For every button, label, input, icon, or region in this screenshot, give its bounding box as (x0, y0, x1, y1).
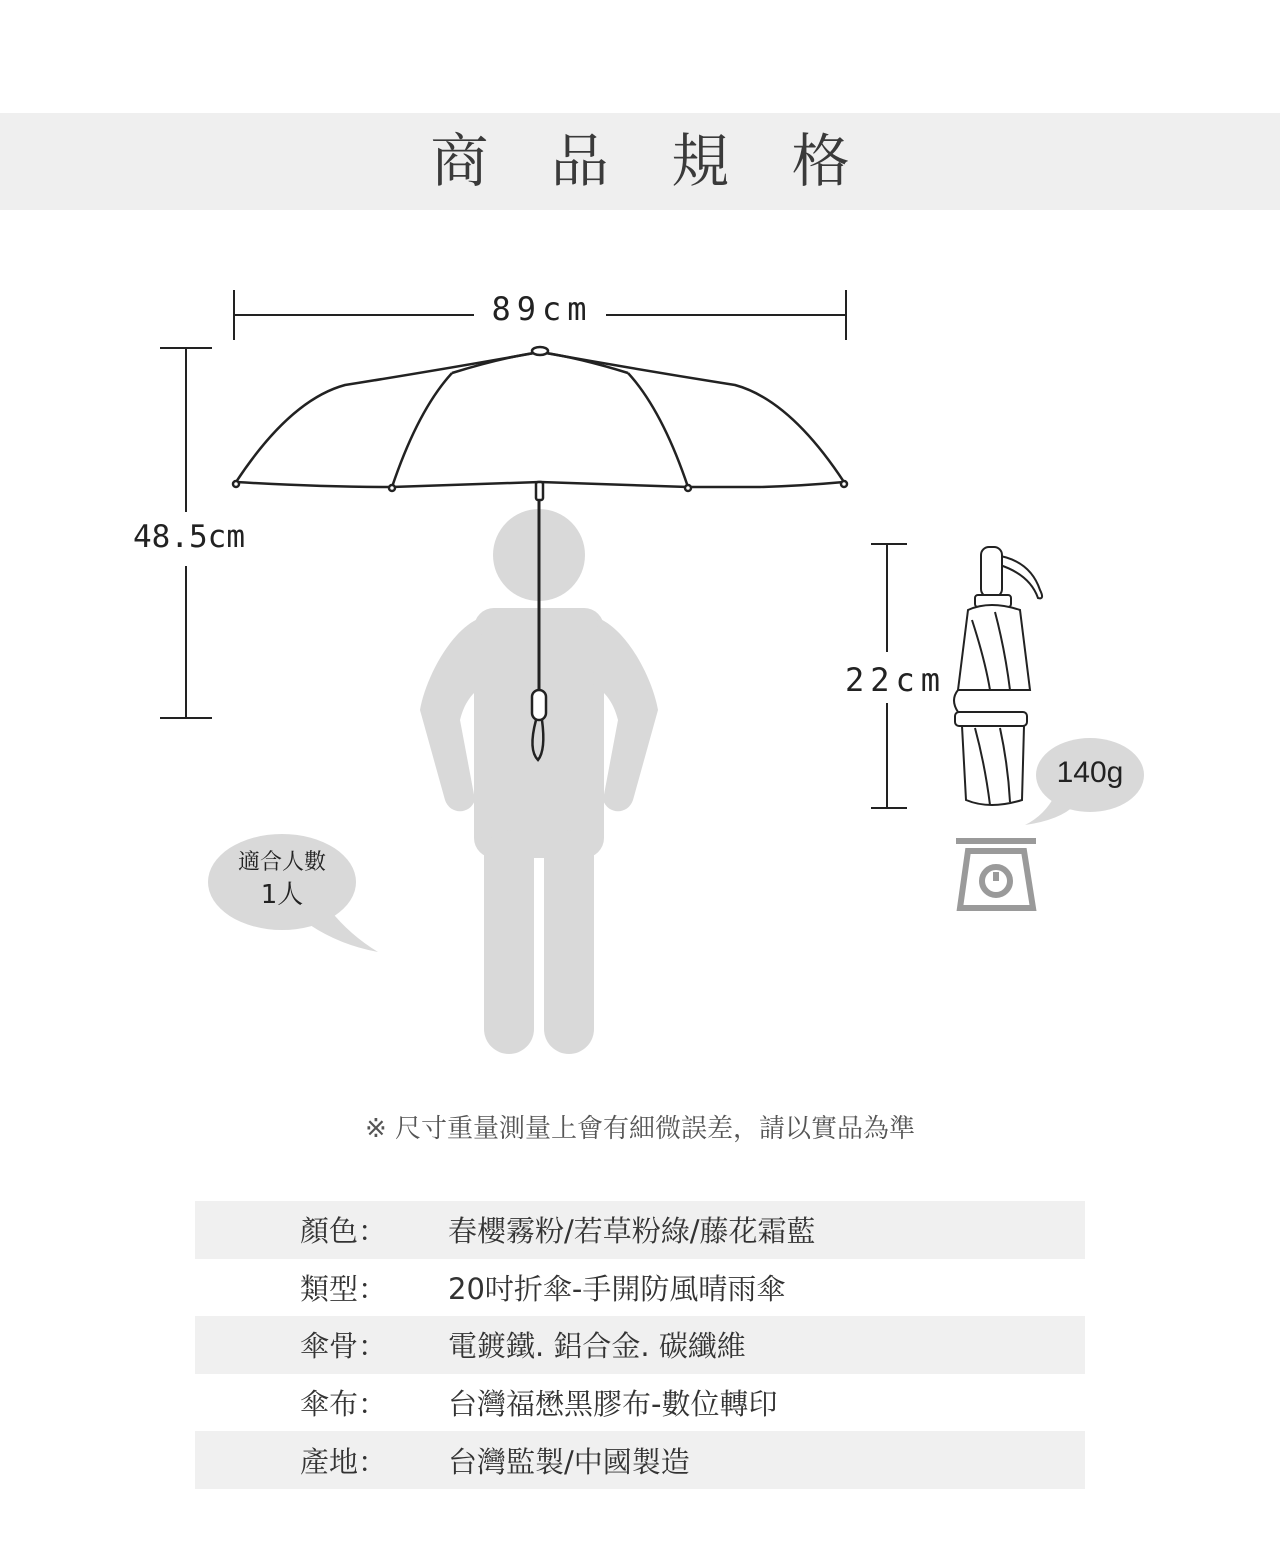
spec-row-frame (195, 1316, 1085, 1374)
open-height-label: 48.5cm (130, 515, 248, 559)
spec-label: 類型： (300, 1271, 388, 1306)
spec-row-color (195, 1201, 1085, 1259)
spec-table (195, 1201, 1085, 1489)
spec-label: 顏色： (300, 1214, 388, 1249)
spec-value: 台灣福懋黑膠布-數位轉印 (448, 1387, 778, 1422)
scale-icon (956, 841, 1036, 908)
umbrella-folded-icon (954, 547, 1042, 805)
page-title: 商 品 規 格 (430, 127, 872, 195)
umbrella-open-icon (233, 347, 847, 760)
capacity-label (218, 848, 346, 912)
spec-label: 傘骨： (300, 1329, 388, 1364)
measurement-note: ※ 尺寸重量測量上會有細微誤差，請以實品為準 (364, 1114, 916, 1144)
spec-row-type (195, 1259, 1085, 1317)
open-width-label: 89cm (491, 290, 593, 328)
spec-label: 傘布： (300, 1387, 388, 1422)
capacity-title: 適合人數 (237, 850, 326, 875)
spec-row-fabric (195, 1374, 1085, 1432)
spec-value: 春櫻霧粉/若草粉綠/藤花霜藍 (448, 1214, 816, 1249)
spec-value: 電鍍鐵. 鋁合金. 碳纖維 (448, 1329, 746, 1364)
spec-value: 台灣監製/中國製造 (448, 1444, 690, 1479)
spec-row-origin (195, 1431, 1085, 1489)
spec-value: 20吋折傘-手開防風晴雨傘 (448, 1271, 786, 1306)
spec-label: 產地： (300, 1444, 388, 1479)
capacity-value: 1人 (260, 880, 304, 910)
folded-length-label: 22cm (845, 657, 945, 703)
weight-label: 140g (1056, 756, 1124, 789)
